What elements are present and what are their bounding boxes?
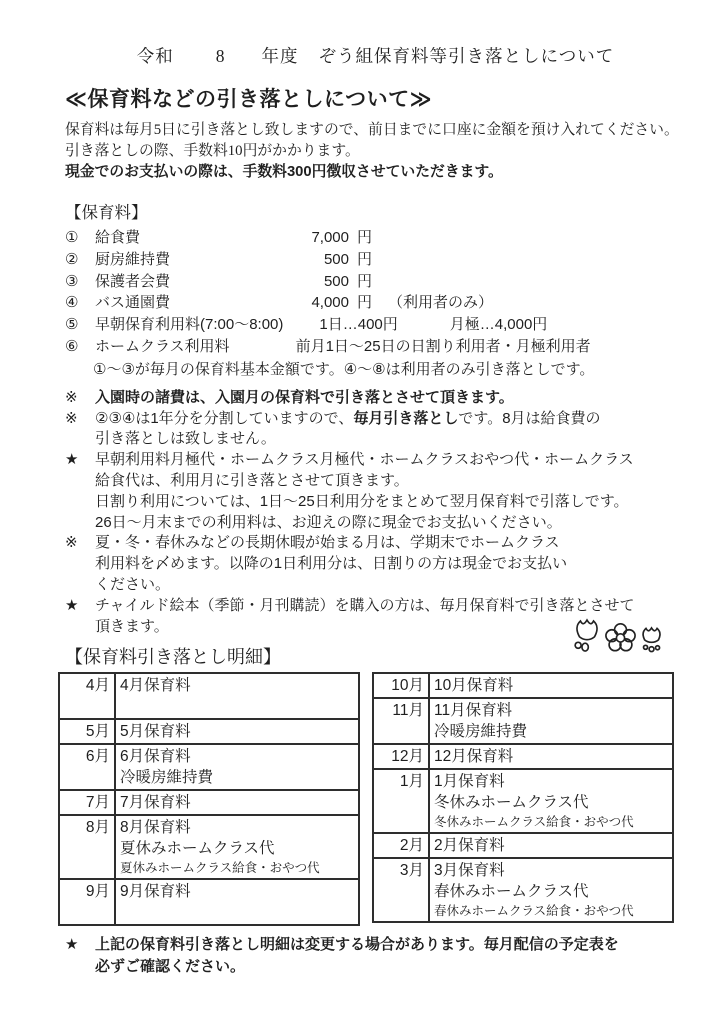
debit-line: 春休みホームクラス給食・おやつ代 [434, 904, 634, 919]
note-segment: ください。 [95, 575, 171, 593]
note-line [95, 575, 567, 596]
fee-label: 厨房維持費 [95, 250, 171, 268]
note-line [95, 554, 567, 575]
debit-items-cell [115, 744, 359, 790]
fee-note: （利用者のみ） [388, 294, 494, 312]
note-text [95, 409, 601, 451]
fee-price-daily: 1日…400円 [319, 316, 398, 334]
debit-items-cell [115, 790, 359, 815]
note-item [65, 409, 686, 451]
note-item [65, 533, 686, 595]
month-cell: 2月 [373, 833, 429, 858]
fee-label: バス通園費 [95, 294, 171, 312]
detail-section-title: 【保育料引き落とし明細】 [65, 647, 281, 668]
footer-note [65, 934, 686, 977]
debit-detail-tables [58, 672, 686, 926]
debit-line: 冷暖房維持費 [434, 723, 528, 741]
intro-paragraph [65, 120, 686, 183]
reference-marker: ※ [65, 534, 78, 552]
month-cell: 4月 [59, 673, 115, 719]
month-cell: 3月 [373, 858, 429, 922]
star-marker: ★ [65, 451, 79, 469]
title-part: 令和 [136, 46, 174, 66]
month-cell: 5月 [59, 719, 115, 744]
note-segment: 早朝利用料月極代・ホームクラス月極代・ホームクラスおやつ代・ホームクラス [95, 451, 634, 469]
footer-line-1: 上記の保育料引き落とし明細は変更する場合があります。毎月配信の予定表を [95, 936, 619, 954]
fee-price-monthly: 月極…4,000円 [449, 316, 548, 334]
flower-icon [604, 622, 637, 653]
debit-line: 2月保育料 [434, 837, 505, 855]
table-row [373, 769, 673, 833]
debit-items-cell [429, 673, 673, 698]
debit-line: 9月保育料 [120, 883, 191, 901]
note-segment: です。8月は給食費の [458, 409, 601, 427]
debit-line: 8月保育料 [120, 819, 191, 837]
fee-note: 前月1日～25日の日割り利用者・月極利用者 [295, 337, 591, 355]
note-line [95, 409, 601, 430]
debit-items-cell [429, 698, 673, 744]
flower-doodles [573, 617, 664, 653]
debit-items-cell [429, 744, 673, 769]
fee-unit: 円 [357, 250, 373, 268]
fee-number: ④ [65, 294, 79, 312]
fee-number: ⑤ [65, 316, 79, 334]
table-row [59, 790, 359, 815]
table-row [59, 673, 359, 719]
note-text [95, 533, 567, 595]
table-row [373, 744, 673, 769]
debit-line: 12月保育料 [434, 748, 514, 766]
fee-unit: 円 [357, 272, 373, 290]
debit-line: 冬休みホームクラス給食・おやつ代 [434, 815, 634, 830]
fee-unit: 円 [357, 229, 373, 246]
note-line [95, 450, 634, 471]
month-cell: 7月 [59, 790, 115, 815]
fee-amount: 4,000 [311, 294, 349, 312]
debit-line: 冬休みホームクラス代 [434, 794, 589, 812]
note-segment: チャイルド絵本（季節・月刊購読）を購入の方は、毎月保育料で引き落とさせて [95, 596, 635, 614]
fee-item-row [65, 292, 686, 314]
table-row [373, 698, 673, 744]
debit-line: 1月保育料 [434, 773, 505, 791]
fee-label: 早朝保育利用料(7:00～8:00) [95, 316, 284, 334]
table-row [59, 719, 359, 744]
fee-unit: 円 [357, 294, 373, 312]
note-segment: 利用料を〆めます。以降の1日利用分は、日割りの方は現金でお支払い [95, 555, 568, 573]
intro-line-cash-fee: 現金でのお支払いの際は、手数料300円徴収させていただきます。 [65, 164, 503, 180]
fee-continuation-note: ①～③が毎月の保育料基本金額です。④～⑧は利用者のみ引き落としです。 [93, 360, 595, 378]
note-segment: 給食代は、利用月に引き落とさせて頂きます。 [95, 471, 409, 489]
reference-marker: ※ [65, 388, 78, 406]
month-cell: 8月 [59, 815, 115, 879]
note-item [65, 388, 686, 409]
note-segment: 日割り利用については、1日～25日利用分をまとめて翌月保育料で引落しです。 [95, 492, 629, 510]
debit-line: 春休みホームクラス代 [434, 883, 589, 901]
main-heading: ≪保育料などの引き落としについて≫ [65, 88, 433, 111]
table-row [59, 744, 359, 790]
debit-line: 11月保育料 [434, 702, 513, 720]
intro-line-1: 保育料は毎月5日に引き落とし致しますので、前日までに口座に金額を預け入れてください。 [65, 122, 679, 138]
debit-line: 6月保育料 [120, 748, 191, 766]
debit-line: 10月保育料 [434, 677, 514, 695]
debit-line [120, 696, 354, 717]
fee-item-row [65, 227, 686, 249]
fee-amount: 500 [323, 250, 349, 268]
note-segment: 頂きます。 [95, 617, 169, 635]
debit-items-cell [429, 769, 673, 833]
debit-line [120, 902, 354, 923]
debit-line: 4月保育料 [120, 677, 191, 695]
note-line [95, 471, 634, 492]
debit-table-first-half [58, 672, 360, 926]
fee-number: ① [65, 229, 79, 246]
note-line [95, 533, 567, 554]
debit-line: 夏休みホームクラス代 [120, 840, 275, 858]
fee-amount: 7,000 [311, 229, 349, 246]
note-item [65, 450, 686, 533]
table-row [373, 673, 673, 698]
fee-item-row [65, 336, 686, 358]
note-text [95, 596, 635, 638]
note-segment: 26日～月末までの利用料は、お迎えの際に現金でお支払いください。 [95, 513, 562, 531]
table-row [373, 858, 673, 922]
note-line [95, 596, 635, 617]
tulip-icon [640, 625, 664, 653]
tulip-icon [573, 617, 601, 653]
note-segment: 毎月引き落とし [353, 409, 459, 427]
debit-items-cell [429, 858, 673, 922]
month-cell: 1月 [373, 769, 429, 833]
note-line [95, 492, 634, 513]
note-line [95, 513, 634, 534]
debit-items-cell [115, 879, 359, 925]
star-marker: ★ [65, 936, 79, 954]
title-part: ぞう組保育料等引き落としについて [318, 46, 615, 66]
fee-item-row [65, 249, 686, 271]
doc-title [65, 44, 686, 68]
fee-list [65, 227, 686, 358]
table-row [59, 879, 359, 925]
fee-item-row [65, 271, 686, 293]
debit-line: 3月保育料 [434, 862, 505, 880]
month-cell: 9月 [59, 879, 115, 925]
note-line [95, 617, 635, 638]
month-cell: 10月 [373, 673, 429, 698]
reference-marker: ※ [65, 409, 78, 427]
title-part: 年度 [261, 46, 299, 66]
debit-items-cell [115, 815, 359, 879]
note-segment: ②③④は1年分を分割していますので、 [95, 409, 354, 427]
fee-number: ② [65, 250, 79, 268]
debit-line: 7月保育料 [120, 794, 191, 812]
note-segment: 夏・冬・春休みなどの長期休暇が始まる月は、学期末でホームクラス [95, 534, 560, 552]
month-cell: 12月 [373, 744, 429, 769]
fee-number: ③ [65, 272, 79, 290]
intro-line-2: 引き落としの際、手数料10円がかかります。 [65, 143, 360, 159]
note-text [95, 388, 514, 409]
table-row [59, 815, 359, 879]
title-part: 8 [215, 46, 226, 66]
debit-items-cell [115, 673, 359, 719]
note-text [95, 450, 634, 533]
fee-label: 保護者会費 [95, 272, 171, 290]
footer-text [95, 934, 619, 977]
month-cell: 6月 [59, 744, 115, 790]
table-row [373, 833, 673, 858]
debit-line: 5月保育料 [120, 723, 191, 741]
note-segment: 入園時の諸費は、入園月の保育料で引き落とさせて頂きます。 [95, 388, 514, 406]
star-marker: ★ [65, 596, 79, 614]
detail-heading-row [65, 645, 686, 670]
debit-line: 冷暖房維持費 [120, 769, 214, 787]
debit-line: 夏休みホームクラス給食・おやつ代 [120, 861, 320, 876]
fee-label: 給食費 [95, 229, 141, 246]
fee-amount: 500 [323, 272, 349, 290]
fee-number: ⑥ [65, 337, 79, 355]
note-line [95, 388, 514, 409]
footer-line-2: 必ずご確認ください。 [95, 957, 246, 975]
note-segment: 引き落としは致しません。 [95, 430, 276, 448]
note-line [95, 429, 601, 450]
fee-label: ホームクラス利用料 [95, 337, 230, 355]
debit-table-second-half [372, 672, 674, 923]
debit-items-cell [115, 719, 359, 744]
debit-items-cell [429, 833, 673, 858]
fee-item-row [65, 314, 686, 336]
month-cell: 11月 [373, 698, 429, 744]
notes-list [65, 388, 686, 638]
fees-section-title: 【保育料】 [65, 204, 148, 222]
